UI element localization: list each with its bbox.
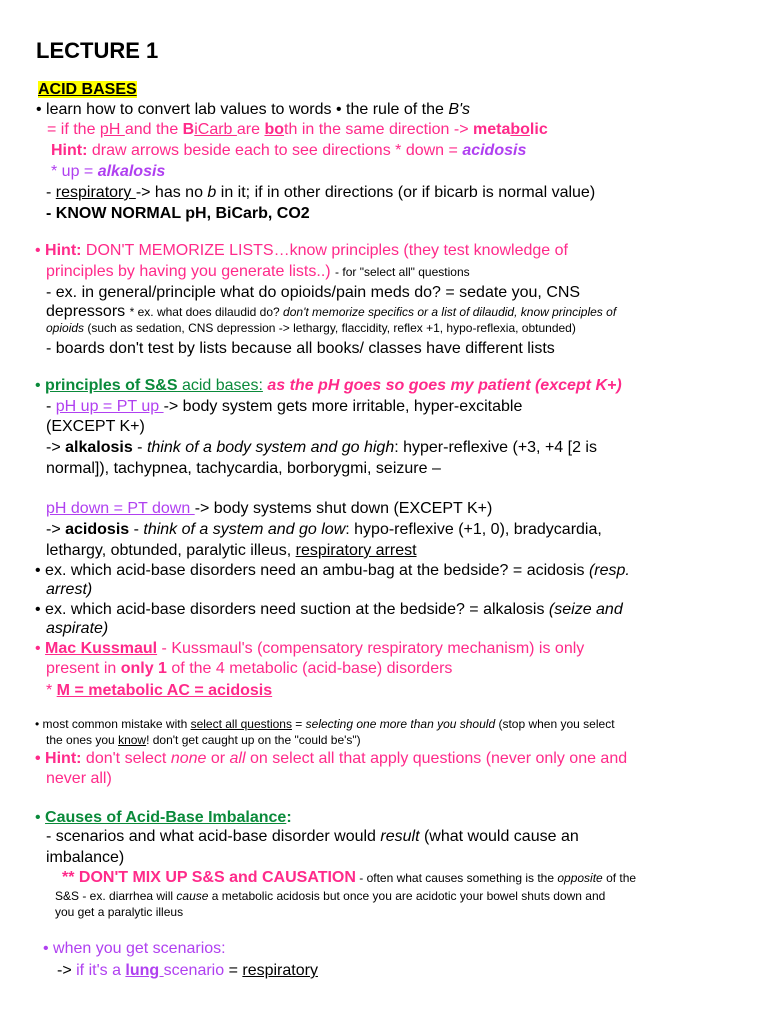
text-line: never all) xyxy=(46,770,112,787)
text: lung xyxy=(125,962,164,979)
text-line xyxy=(35,717,615,732)
text: • ex. which acid-base disorders need an ambu-bag at the bedside? = acidosis xyxy=(35,562,589,579)
text: respiratory xyxy=(55,184,136,201)
text: all xyxy=(229,750,246,767)
text: -> xyxy=(46,439,66,456)
text: Mac Kussmaul xyxy=(45,640,158,657)
text-line xyxy=(46,733,361,748)
text: DON'T MEMORIZE LISTS…know principles (they test knowledge of xyxy=(81,242,568,259)
text: think of a system and go low xyxy=(143,521,346,538)
text: * up = xyxy=(51,163,98,180)
text: a metabolic acidosis but once you are acidotic your bowel shuts down and xyxy=(208,889,606,903)
text: don't memorize specifics or a list of dilaudid, know principles of xyxy=(283,305,617,319)
text-line: imbalance) xyxy=(46,849,125,866)
text-line xyxy=(46,183,595,203)
text-line xyxy=(46,827,579,847)
text: alkalosis xyxy=(97,163,166,180)
text-line xyxy=(35,749,627,769)
text: of the xyxy=(602,871,637,885)
text: • most common mistake with xyxy=(35,717,191,731)
text-line xyxy=(36,100,470,120)
text: and the xyxy=(124,121,183,138)
text: only 1 xyxy=(120,660,167,677)
text-line: - KNOW NORMAL pH, BiCarb, CO2 xyxy=(46,205,310,222)
text: don't select xyxy=(81,750,171,767)
hint-label: Hint: xyxy=(45,242,82,259)
text: result xyxy=(380,828,420,845)
text: (seize and xyxy=(548,601,623,618)
hint-label: • Hint: xyxy=(35,750,82,767)
text: • ex. which acid-base disorders need suction at the bedside? = alkalosis xyxy=(35,601,549,618)
text-line xyxy=(55,889,605,904)
text: principles of S&S xyxy=(45,377,178,394)
text: principles by having you generate lists..) xyxy=(46,263,336,280)
text: draw arrows beside each to see directions * down = xyxy=(87,142,463,159)
text-line xyxy=(46,302,616,322)
text: bo xyxy=(264,121,285,138)
text-line xyxy=(35,561,630,581)
text: the ones you xyxy=(46,733,119,747)
text-line xyxy=(46,397,522,417)
text-line xyxy=(62,868,636,888)
text-line xyxy=(35,639,584,659)
text-line: - boards don't test by lists because all books/ classes have different lists xyxy=(46,340,555,357)
text: select all questions xyxy=(190,717,292,731)
text: S&S - ex. diarrhea will xyxy=(55,889,177,903)
text: think of a body system and go high xyxy=(146,439,395,456)
text: respiratory xyxy=(242,962,318,979)
text: know xyxy=(118,733,147,747)
text: -> body system gets more irritable, hyper-excitable xyxy=(163,398,523,415)
text: are xyxy=(236,121,265,138)
text: cause xyxy=(176,889,209,903)
text: or xyxy=(206,750,230,767)
text: present in xyxy=(46,660,121,677)
text: - xyxy=(132,439,147,456)
text: - xyxy=(46,184,56,201)
acid-bases-heading: ACID BASES xyxy=(38,81,137,98)
text-line xyxy=(51,162,165,182)
text: • xyxy=(35,809,46,826)
text: = if the xyxy=(47,121,100,138)
text: -> body systems shut down (EXCEPT K+) xyxy=(194,500,493,517)
text: : xyxy=(286,809,292,826)
text: (resp. xyxy=(588,562,630,579)
text-line: aspirate) xyxy=(46,620,109,637)
hint-label: Hint: xyxy=(51,142,88,159)
text-line xyxy=(57,961,318,981)
page-title: LECTURE 1 xyxy=(36,38,159,63)
text: pH up = PT up xyxy=(55,398,164,415)
text: meta xyxy=(473,121,511,138)
text-line xyxy=(46,520,602,540)
text: pH xyxy=(99,121,125,138)
text-line xyxy=(46,262,470,282)
text: lethargy, obtunded, paralytic illeus, xyxy=(46,542,296,559)
text-line xyxy=(47,120,548,140)
text: - Kussmaul's (compensatory respiratory mechanism) is only xyxy=(157,640,585,657)
text-line xyxy=(46,541,417,561)
text: acid bases: xyxy=(177,377,263,394)
text: (stop when you select xyxy=(495,717,615,731)
text: if it's a xyxy=(76,962,126,979)
text: • learn how to convert lab values to words • the rule of the xyxy=(36,101,449,118)
text: ** DON'T MIX UP S&S and CAUSATION xyxy=(62,869,356,886)
text-line: arrest) xyxy=(46,581,93,598)
text: (such as sedation, CNS depression -> lethargy, flaccidity, reflex +1, hypo-reflexia, obtunded) xyxy=(84,321,576,335)
text: opposite xyxy=(557,871,603,885)
text: selecting one more than you should xyxy=(305,717,496,731)
text: acidosis xyxy=(462,142,527,159)
text: * xyxy=(46,682,57,699)
text: B's xyxy=(448,101,471,118)
text-line xyxy=(35,808,292,828)
text: as the pH goes so goes my patient (except K+) xyxy=(262,377,622,394)
text-line: you get a paralytic illeus xyxy=(55,905,184,919)
causes-heading: Causes of Acid-Base Imbalance xyxy=(45,809,287,826)
text: B xyxy=(182,121,195,138)
text: in it; if in other directions (or if bicarb is normal value) xyxy=(216,184,596,201)
text-line xyxy=(46,321,576,336)
text: acidosis xyxy=(65,521,130,538)
text: = xyxy=(224,962,243,979)
acid-bases-heading-line xyxy=(38,80,137,100)
text: opioids xyxy=(46,321,85,335)
text: b xyxy=(207,184,217,201)
text-line xyxy=(46,681,272,701)
text-line xyxy=(35,241,568,261)
text: - xyxy=(129,521,144,538)
text: iCarb xyxy=(194,121,237,138)
text: lic xyxy=(529,121,548,138)
text: M = metabolic AC = acidosis xyxy=(56,682,273,699)
text: depressors xyxy=(46,303,130,320)
text: (what would cause an xyxy=(419,828,579,845)
text: - often what causes something is the xyxy=(355,871,558,885)
text-line: - ex. in general/principle what do opioids/pain meds do? = sedate you, CNS xyxy=(46,284,581,301)
text: : hypo-reflexive (+1, 0), bradycardia, xyxy=(345,521,602,538)
text: alkalosis xyxy=(65,439,133,456)
text: • xyxy=(35,242,46,259)
text-line xyxy=(46,659,452,679)
text: -> xyxy=(57,962,77,979)
text-line: normal]), tachypnea, tachycardia, borborygmi, seizure – xyxy=(46,460,441,477)
text: = xyxy=(291,717,306,731)
text: - for "select all" questions xyxy=(335,265,470,279)
text-line xyxy=(51,141,526,161)
text: -> has no xyxy=(135,184,208,201)
text-line: (EXCEPT K+) xyxy=(46,418,145,435)
text: - xyxy=(46,398,56,415)
text-line xyxy=(46,438,597,458)
text: -> xyxy=(46,521,66,538)
text: bo xyxy=(510,121,530,138)
text: on select all that apply questions (never only one and xyxy=(245,750,628,767)
text: of the 4 metabolic (acid-base) disorders xyxy=(166,660,453,677)
text: none xyxy=(170,750,207,767)
text-line xyxy=(35,376,622,396)
text: respiratory arrest xyxy=(295,542,417,559)
text: • xyxy=(35,640,46,657)
text: scenario xyxy=(163,962,225,979)
text: ! don't get caught up on the "could be's") xyxy=(146,733,361,747)
text: pH down = PT down xyxy=(46,500,195,517)
text-line xyxy=(35,600,623,620)
text-line: • when you get scenarios: xyxy=(43,940,226,957)
text: - scenarios and what acid-base disorder would xyxy=(46,828,381,845)
text: : hyper-reflexive (+3, +4 [2 is xyxy=(394,439,597,456)
text: * ex. what does dilaudid do? xyxy=(129,305,284,319)
text-line xyxy=(46,499,492,519)
text: • xyxy=(35,377,46,394)
text: th in the same direction -> xyxy=(284,121,474,138)
